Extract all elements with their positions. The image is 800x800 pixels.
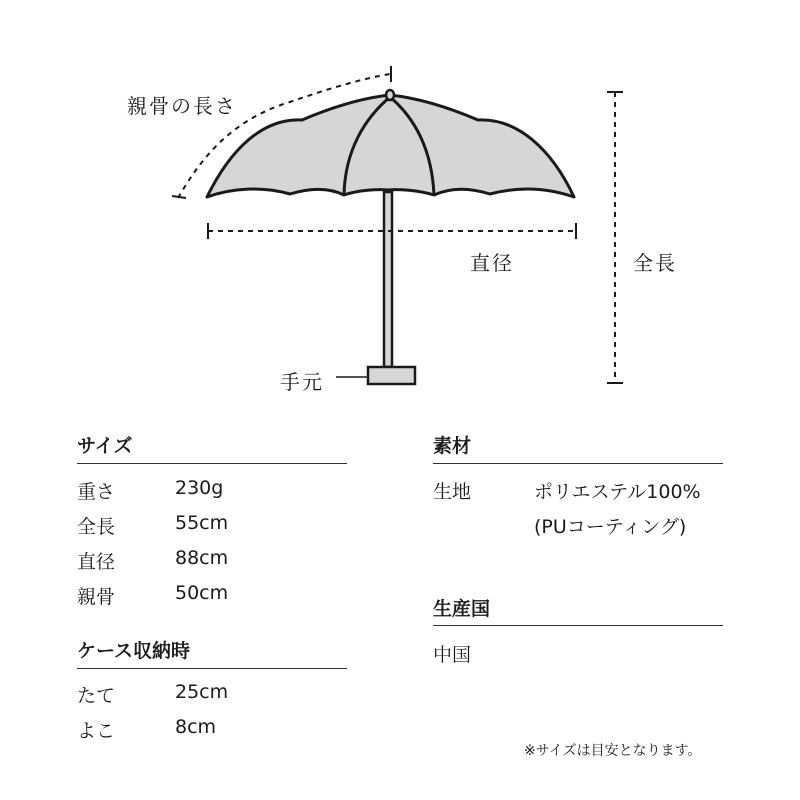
spec-value: 55cm bbox=[175, 512, 229, 534]
spec-key: 生地 bbox=[433, 481, 472, 503]
fabric-value-line2: (PUコーティング) bbox=[534, 516, 687, 538]
case-section-title: ケース収納時 bbox=[77, 640, 191, 662]
spec-key: 重さ bbox=[77, 481, 116, 503]
umbrella-canopy bbox=[207, 95, 574, 197]
origin-value: 中国 bbox=[433, 644, 472, 666]
rib-length-label: 親骨の長さ bbox=[127, 94, 237, 118]
case-section-divider bbox=[77, 668, 347, 669]
material-section-title: 素材 bbox=[433, 435, 472, 457]
umbrella-shaft bbox=[384, 192, 392, 367]
size-note: ※サイズは目安となります。 bbox=[524, 743, 702, 759]
origin-section-title: 生産国 bbox=[433, 598, 491, 620]
spec-value: 50cm bbox=[175, 582, 229, 604]
spec-value: 8cm bbox=[175, 716, 217, 738]
size-section-divider bbox=[77, 463, 347, 464]
umbrella-handle bbox=[368, 367, 415, 384]
spec-key: 全長 bbox=[77, 516, 116, 538]
spec-key: 親骨 bbox=[77, 586, 116, 608]
origin-section-divider bbox=[433, 625, 723, 626]
spec-value: 230g bbox=[175, 477, 224, 499]
spec-key: よこ bbox=[77, 720, 116, 742]
fabric-value-line1: ポリエステル100% bbox=[534, 481, 701, 503]
umbrella-tip bbox=[386, 90, 394, 100]
handle-label: 手元 bbox=[280, 370, 324, 394]
material-section-divider bbox=[433, 463, 723, 464]
spec-value: 25cm bbox=[175, 681, 229, 703]
rib-length-start-tick bbox=[172, 196, 186, 198]
spec-key: たて bbox=[77, 685, 116, 707]
diameter-label: 直径 bbox=[470, 251, 514, 275]
size-section-title: サイズ bbox=[77, 435, 133, 457]
spec-value: 88cm bbox=[175, 547, 229, 569]
spec-key: 直径 bbox=[77, 551, 116, 573]
total-length-label: 全長 bbox=[633, 251, 677, 275]
